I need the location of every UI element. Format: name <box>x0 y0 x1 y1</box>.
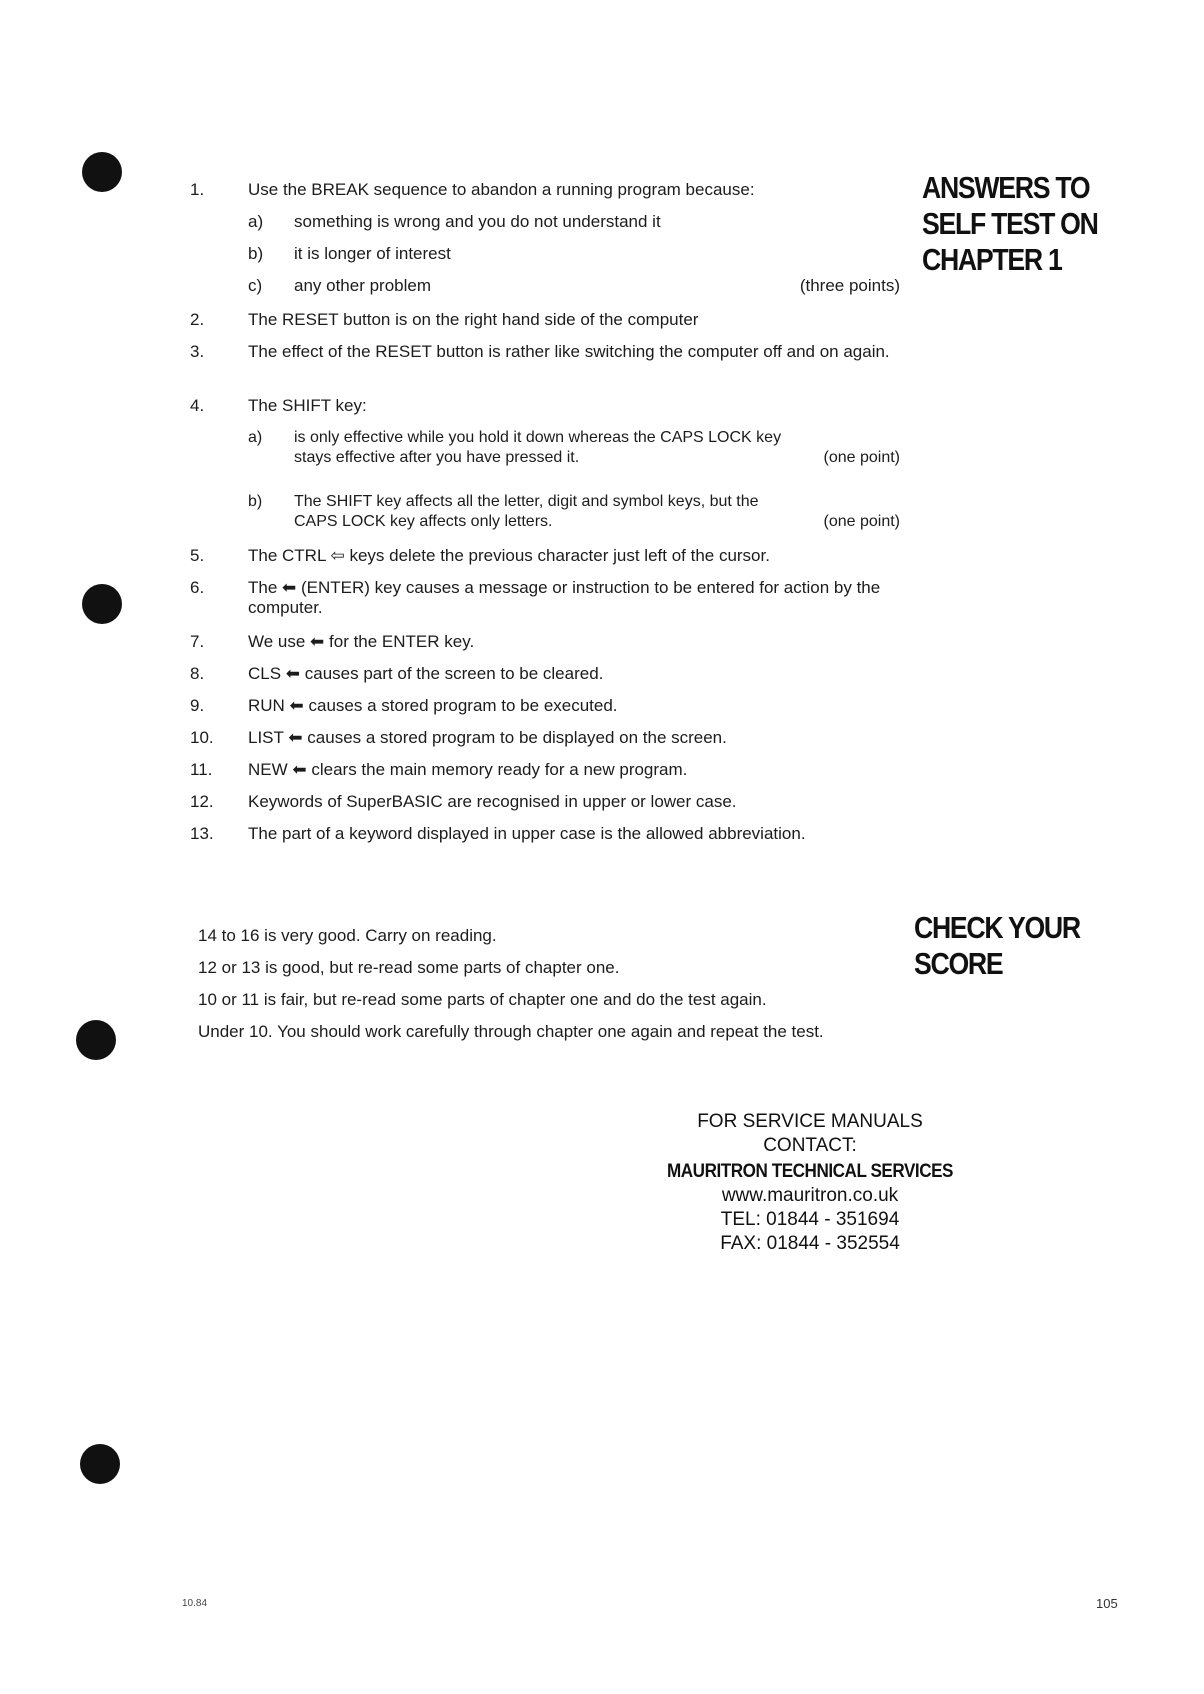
service-line-1: FOR SERVICE MANUALS <box>697 1111 923 1132</box>
score-heading-line-2: SCORE <box>914 946 1003 981</box>
sub-text: it is longer of interest <box>294 244 451 263</box>
sub-text: The SHIFT key affects all the letter, digit and symbol keys, but the CAPS LOCK key affects only letters. <box>294 493 759 530</box>
answers-heading-line-1: ANSWERS TO <box>922 170 1090 205</box>
answer-number: 5. <box>190 546 205 565</box>
answer-1c <box>248 276 900 296</box>
answer-number: 2. <box>190 310 205 329</box>
points-label: (one point) <box>823 513 900 530</box>
answer-number: 11. <box>190 760 213 779</box>
sub-letter: a) <box>248 429 263 446</box>
answer-text: NEW ⬅ clears the main memory ready for a new program. <box>248 760 688 779</box>
score-line-3: 10 or 11 is fair, but re-read some parts of chapter one and do the test again. <box>198 990 767 1009</box>
answer-text: The CTRL ⇦ keys delete the previous character just left of the cursor. <box>248 546 770 565</box>
answer-number: 13. <box>190 824 214 843</box>
sub-letter: b) <box>248 244 264 263</box>
punch-hole-2 <box>82 584 122 624</box>
service-web: www.mauritron.co.uk <box>721 1185 899 1206</box>
answer-text: CLS ⬅ causes part of the screen to be cleared. <box>248 664 604 683</box>
punch-hole-4 <box>80 1444 120 1484</box>
points-label: (one point) <box>823 449 900 466</box>
answers-heading-line-2: SELF TEST ON <box>922 206 1098 241</box>
answer-text: We use ⬅ for the ENTER key. <box>248 632 475 651</box>
service-line-2: CONTACT: <box>763 1135 857 1156</box>
answer-text: The RESET button is on the right hand side of the computer <box>248 310 699 329</box>
answer-number: 12. <box>190 792 214 811</box>
answer-1b <box>248 244 900 264</box>
score-list <box>198 920 824 1048</box>
service-tel: TEL: 01844 - 351694 <box>720 1209 900 1230</box>
answers-heading-line-3: CHAPTER 1 <box>922 242 1062 277</box>
answer-text: Use the BREAK sequence to abandon a running program because: <box>248 180 755 199</box>
sub-letter: b) <box>248 493 263 510</box>
answer-text: RUN ⬅ causes a stored program to be executed. <box>248 696 618 715</box>
answer-text: The ⬅ (ENTER) key causes a message or instruction to be entered for action by the computer. <box>248 578 881 617</box>
page-number: 105 <box>1096 1596 1118 1611</box>
service-contact <box>610 1110 1010 1256</box>
service-company: MAURITRON TECHNICAL SERVICES <box>666 1161 954 1182</box>
answer-number: 10. <box>190 728 214 747</box>
points-label: (three points) <box>799 276 900 295</box>
answer-number: 8. <box>190 664 205 683</box>
answer-number: 1. <box>190 180 205 199</box>
answer-number: 3. <box>190 342 205 361</box>
answer-4a <box>248 428 900 468</box>
service-fax: FAX: 01844 - 352554 <box>720 1233 900 1254</box>
score-heading <box>914 910 1080 982</box>
score-line-4: Under 10. You should work carefully through chapter one again and repeat the test. <box>198 1022 824 1041</box>
sub-text: is only effective while you hold it down whereas the CAPS LOCK key stays effective after you have pressed it. <box>294 429 782 466</box>
score-heading-line-1: CHECK YOUR <box>914 910 1080 945</box>
answer-text: The effect of the RESET button is rather like switching the computer off and on again. <box>248 342 890 361</box>
sub-letter: c) <box>248 276 263 295</box>
answer-text: LIST ⬅ causes a stored program to be displayed on the screen. <box>248 728 727 747</box>
score-line-2: 12 or 13 is good, but re-read some parts of chapter one. <box>198 958 620 977</box>
answer-text: Keywords of SuperBASIC are recognised in upper or lower case. <box>248 792 737 811</box>
answer-number: 4. <box>190 396 205 415</box>
punch-hole-1 <box>82 152 122 192</box>
sub-text: something is wrong and you do not understand it <box>294 212 661 231</box>
answer-number: 7. <box>190 632 205 651</box>
sub-letter: a) <box>248 212 264 231</box>
answer-1a <box>248 212 900 232</box>
answer-number: 6. <box>190 578 205 597</box>
punch-hole-3 <box>76 1020 116 1060</box>
score-line-1: 14 to 16 is very good. Carry on reading. <box>198 926 497 945</box>
answer-number: 9. <box>190 696 205 715</box>
sub-text: any other problem <box>294 276 432 295</box>
answer-text: The SHIFT key: <box>248 396 367 415</box>
footer-mark: 10.84 <box>182 1598 208 1609</box>
answer-4b <box>248 492 900 532</box>
answer-text: The part of a keyword displayed in upper case is the allowed abbreviation. <box>248 824 806 843</box>
answers-heading <box>922 170 1098 278</box>
